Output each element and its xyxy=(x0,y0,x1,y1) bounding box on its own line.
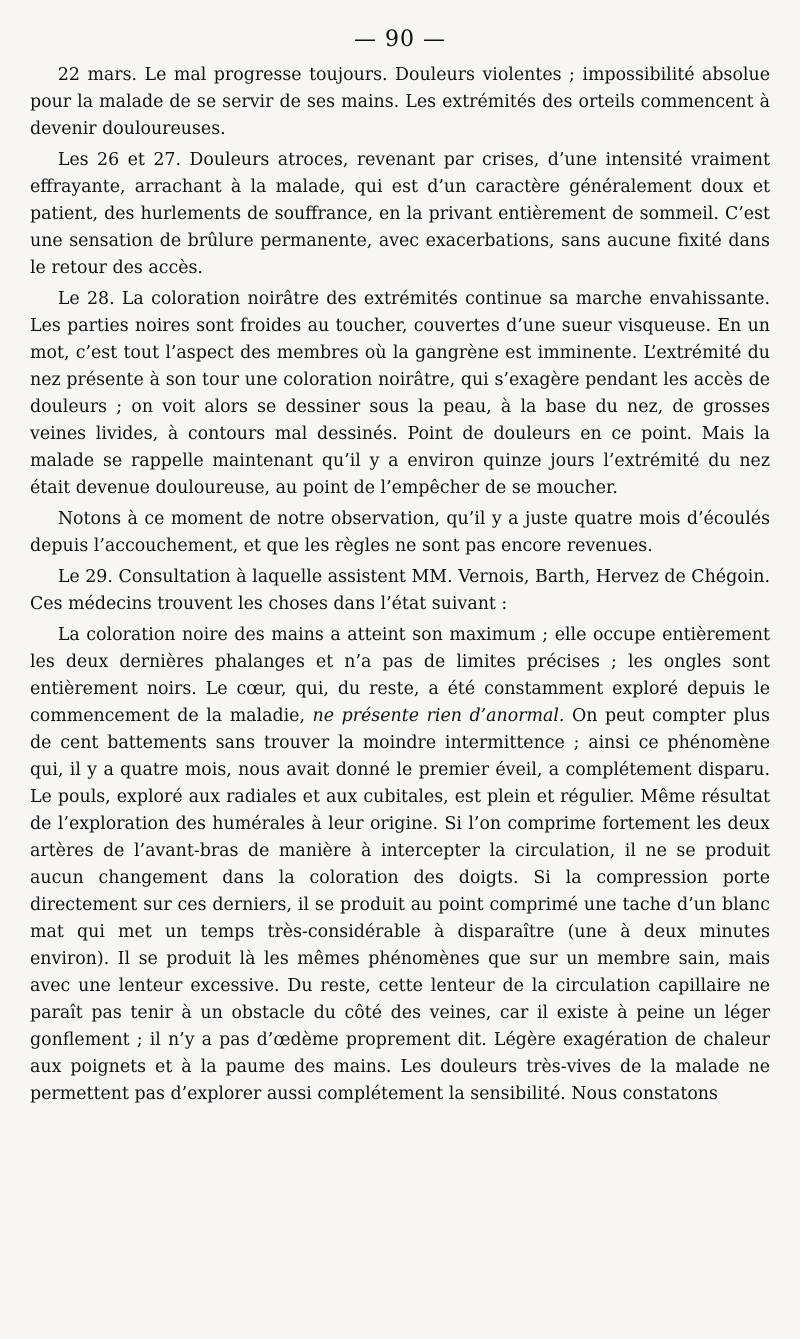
paragraph-four-months: Notons à ce moment de notre observation, qu’il y a juste quatre mois d’écoulés depuis l’accouchement, et que les règles ne sont pas encore revenues. xyxy=(30,509,770,556)
page-number: — 90 — xyxy=(354,27,446,52)
examination-italic-phrase: ne présente rien d’anormal. xyxy=(312,706,565,726)
examination-text-after: On peut compter plus de cent battements sans trouver la moindre intermittence ; ainsi ce phénomène qui, il y a quatre mois, nous avait donné le premier éveil, a complétement disparu. Le pouls, exploré aux radiales et aux cubitales, est plein et régulier. Même résultat de l’exploration des humérales à leur origine. Si l’on comprime fortement les deux artères de l’avant-bras de manière à intercepter la circulation, il ne se produit aucun changement dans la coloration des doigts. Si la compression porte directement sur ces derniers, il se produit au point comprimé une tache d’un blanc mat qui met un temps très-considérable à disparaître (une à deux minutes environ). Il se produit là les mêmes phénomènes que sur un membre sain, mais avec une lenteur excessive. Du reste, cette lenteur de la circulation capillaire ne paraît pas tenir à un obstacle du côté des veines, car il existe à peine un léger gonflement ; il n’y a pas d’œdème proprement dit. Légère exagération de chaleur aux poignets et à la paume des mains. Les douleurs très-vives de la malade ne permettent pas d’explorer aussi complétement la sensibilité. Nous constatons xyxy=(30,706,770,1104)
body-text xyxy=(30,62,770,1108)
paragraph-28: Le 28. La coloration noirâtre des extrémités continue sa marche envahissante. Les parties noires sont froides au toucher, couvertes d’une sueur visqueuse. En un mot, c’est tout l’aspect des membres où la gangrène est imminente. L’extrémité du nez présente à son tour une coloration noirâtre, qui s’exagère pendant les accès de douleurs ; on voit alors se dessiner sous la peau, à la base du nez, de grosses veines livides, à contours mal dessinés. Point de douleurs en ce point. Mais la malade se rappelle maintenant qu’il y a environ quinze jours l’extrémité du nez était devenue douloureuse, au point de l’empêcher de se moucher. xyxy=(30,289,770,498)
paragraph-22-mars: 22 mars. Le mal progresse toujours. Douleurs violentes ; impossibilité absolue pour la malade de se servir de ses mains. Les extrémités des orteils commencent à devenir douloureuses. xyxy=(30,65,770,139)
paragraph-26-27: Les 26 et 27. Douleurs atroces, revenant par crises, d’une intensité vraiment effrayante, arrachant à la malade, qui est d’un caractère généralement doux et patient, des hurlements de souffrance, en la privant entièrement de sommeil. C’est une sensation de brûlure permanente, avec exacerbations, sans aucune fixité dans le retour des accès. xyxy=(30,150,770,278)
examination-text-before: La coloration noire des mains a atteint son maximum ; elle occupe entièrement les deux dernières phalanges et n’a pas de limites précises ; les ongles sont entièrement noirs. Le cœur, qui, du reste, a été constamment exploré depuis le commencement de la maladie, xyxy=(30,625,770,726)
paragraph-29-consultation: Le 29. Consultation à laquelle assistent MM. Vernois, Barth, Hervez de Chégoin. Ces médecins trouvent les choses dans l’état suivant : xyxy=(30,567,770,614)
paragraph-examination xyxy=(30,622,770,1108)
